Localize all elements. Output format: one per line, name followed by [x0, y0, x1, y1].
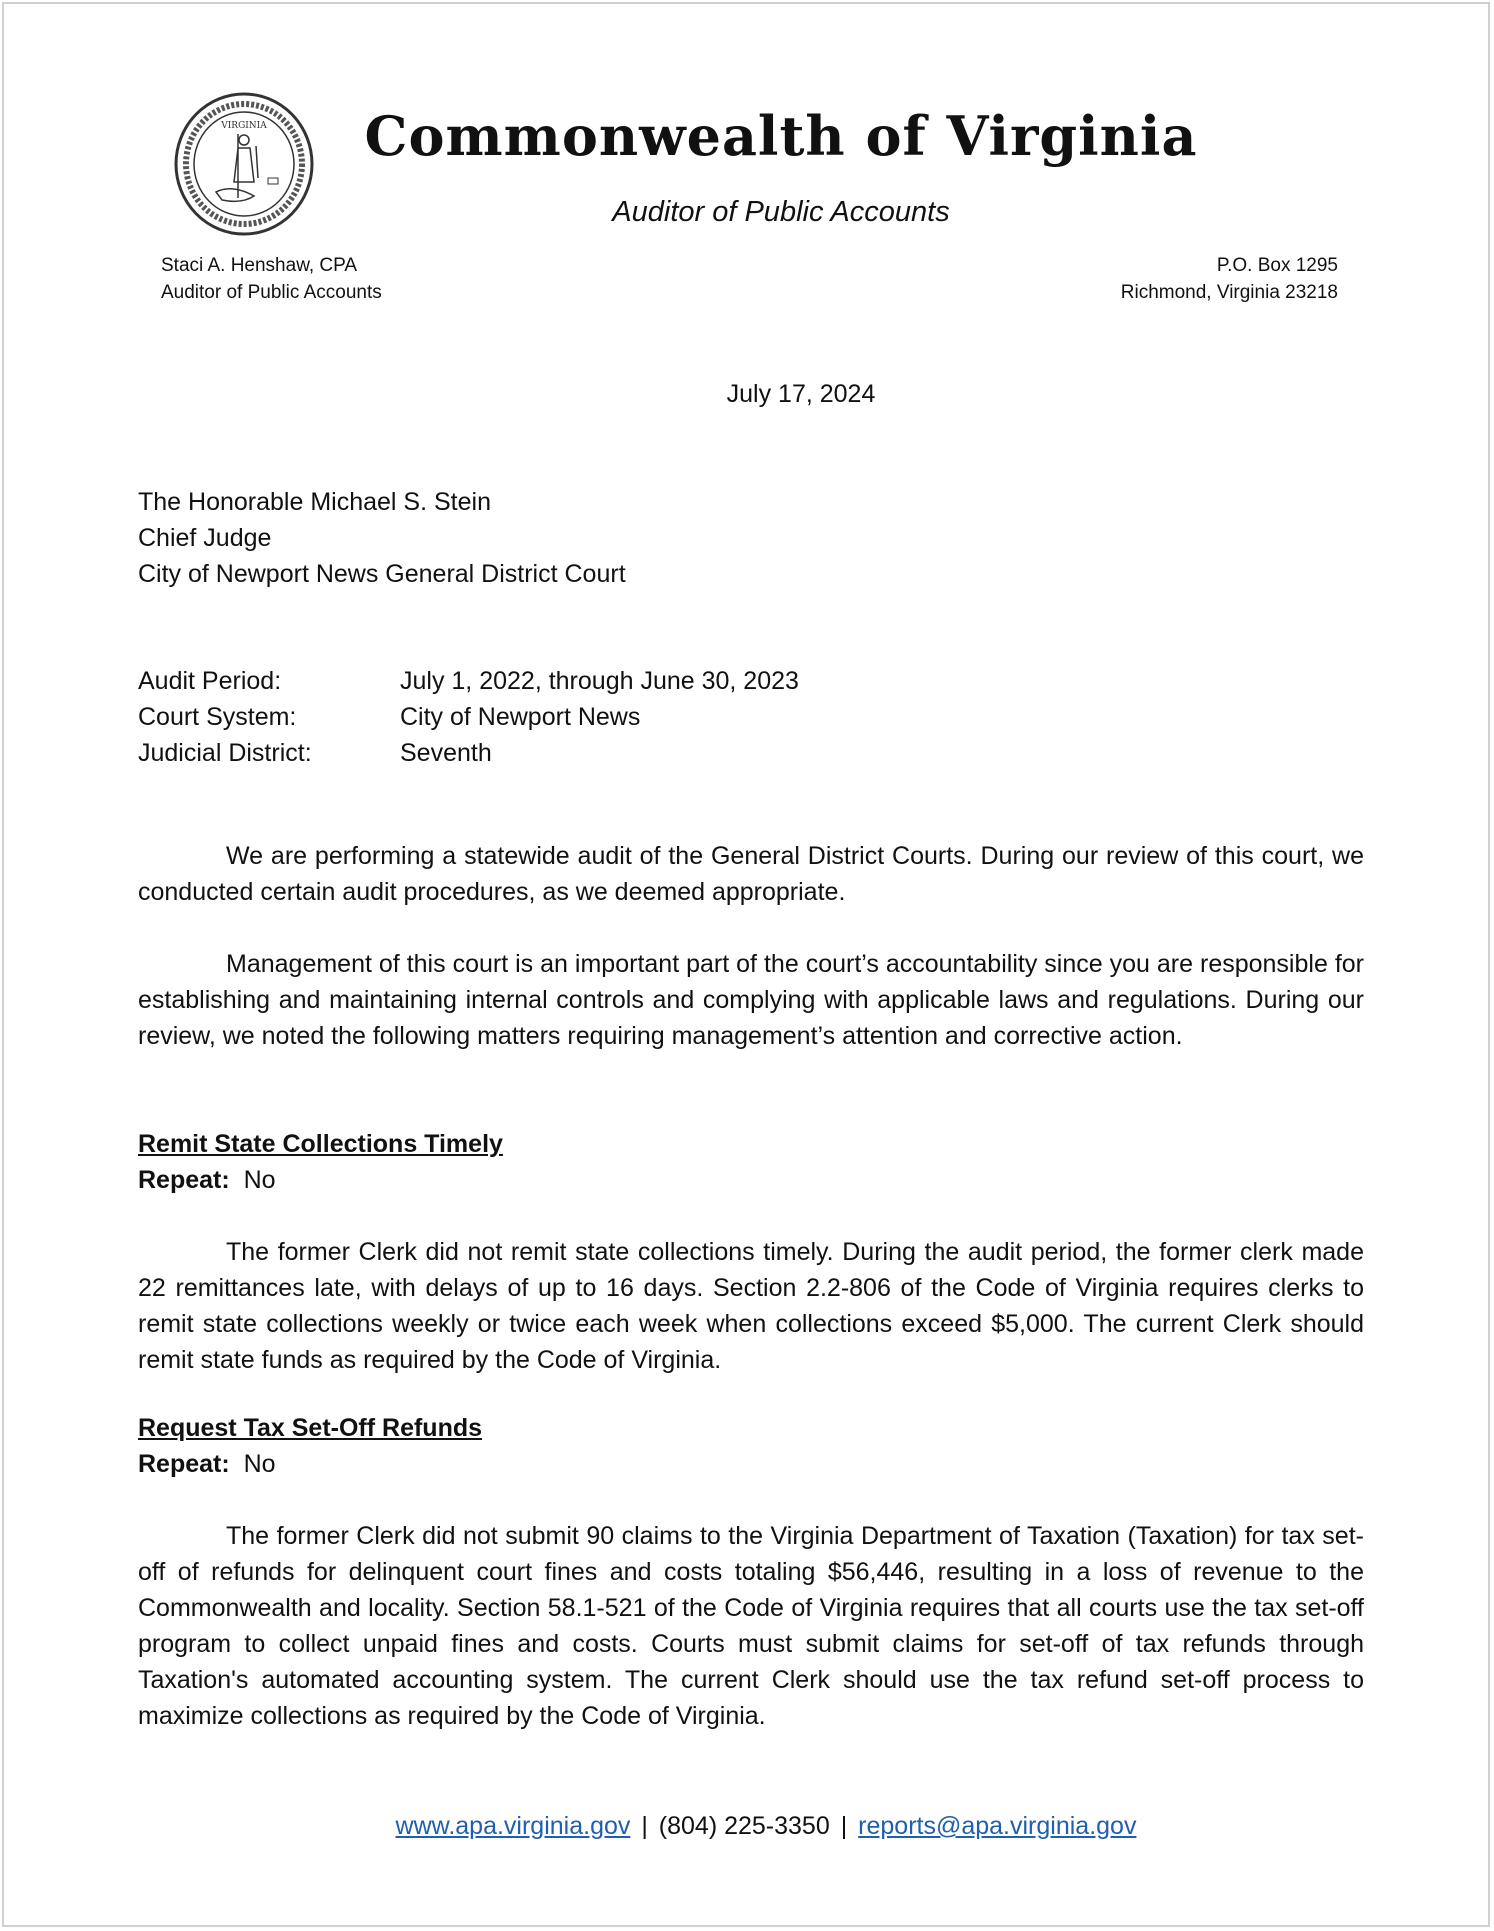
audit-info-value: July 1, 2022, through June 30, 2023: [400, 667, 799, 695]
auditor-block: [161, 252, 382, 306]
recipient-name: The Honorable Michael S. Stein: [138, 488, 491, 516]
footer-separator: |: [641, 1812, 648, 1840]
audit-info-row: [138, 735, 1364, 771]
repeat-line: [138, 1446, 1364, 1482]
repeat-value: No: [243, 1166, 276, 1194]
finding-paragraph: [138, 1518, 1364, 1734]
letter-date: July 17, 2024: [726, 380, 876, 408]
audit-info-value: Seventh: [400, 739, 492, 767]
audit-info-row: [138, 699, 1364, 735]
svg-text:VIRGINIA: VIRGINIA: [221, 121, 267, 131]
letterhead-subtitle: Auditor of Public Accounts: [612, 196, 950, 228]
finding-heading: Request Tax Set-Off Refunds: [138, 1414, 483, 1442]
paragraph-text: Management of this court is an important part of the court’s accountability since you are responsible for establishing and maintaining internal controls and complying with applicable laws and regulations. During our review, we noted the following matters requiring management’s attention and corrective action.: [138, 950, 1364, 1050]
paragraph-text: We are performing a statewide audit of the General District Courts. During our review of this court, we conducted certain audit procedures, as we deemed appropriate.: [138, 842, 1364, 906]
phone-number: (804) 225-3350: [658, 1812, 830, 1840]
finding-heading: Remit State Collections Timely: [138, 1130, 503, 1158]
auditor-name: Staci A. Henshaw, CPA: [161, 255, 358, 276]
recipient-organization: City of Newport News General District Court: [138, 560, 626, 588]
audit-info-value: City of Newport News: [400, 703, 641, 731]
repeat-value: No: [243, 1450, 276, 1478]
finding-header: [138, 1410, 1364, 1482]
city-state-zip: Richmond, Virginia 23218: [1120, 282, 1338, 303]
footer-separator: |: [840, 1812, 848, 1840]
paragraph-text: The former Clerk did not submit 90 claims to the Virginia Department of Taxation (Taxation) for tax set-off of refunds for delinquent court fines and costs totaling $56,446, resulting in a loss of revenue to the Commonwealth and locality. Section 58.1-521 of the Code of Virginia requires that all courts use the tax set-off program to collect unpaid fines and costs. Courts must submit claims for set-off of tax refunds through Taxation's automated accounting system. The current Clerk should use the tax refund set-off process to maximize collections as required by the Code of Virginia.: [138, 1522, 1364, 1730]
repeat-line: [138, 1162, 1364, 1198]
email-link[interactable]: reports@apa.virginia.gov: [858, 1812, 1137, 1840]
letter-page: [2, 2, 1490, 1927]
finding-paragraph: [138, 1234, 1364, 1378]
website-link[interactable]: www.apa.virginia.gov: [395, 1812, 631, 1840]
audit-info-label: Court System:: [138, 703, 297, 731]
audit-info: [138, 663, 1364, 771]
po-box: P.O. Box 1295: [1216, 255, 1338, 276]
footer: [4, 1812, 1488, 1841]
address-block: [1121, 252, 1338, 306]
letterhead-title: Commonwealth of Virginia: [364, 104, 1198, 168]
repeat-label: Repeat:: [138, 1450, 230, 1478]
repeat-label: Repeat:: [138, 1166, 230, 1194]
audit-info-row: [138, 663, 1364, 699]
recipient-block: [138, 484, 1364, 592]
finding-header: [138, 1126, 1364, 1198]
audit-info-label: Judicial District:: [138, 739, 312, 767]
recipient-title: Chief Judge: [138, 524, 272, 552]
paragraph-text: The former Clerk did not remit state collections timely. During the audit period, the former clerk made 22 remittances late, with delays of up to 16 days. Section 2.2-806 of the Code of Virginia requires clerks to remit state collections weekly or twice each week when collections exceed $5,000. The current Clerk should remit state funds as required by the Code of Virginia.: [138, 1238, 1364, 1374]
intro-paragraph: [138, 838, 1364, 910]
auditor-title: Auditor of Public Accounts: [161, 282, 382, 303]
intro-paragraph: [138, 946, 1364, 1054]
audit-info-label: Audit Period:: [138, 667, 282, 695]
